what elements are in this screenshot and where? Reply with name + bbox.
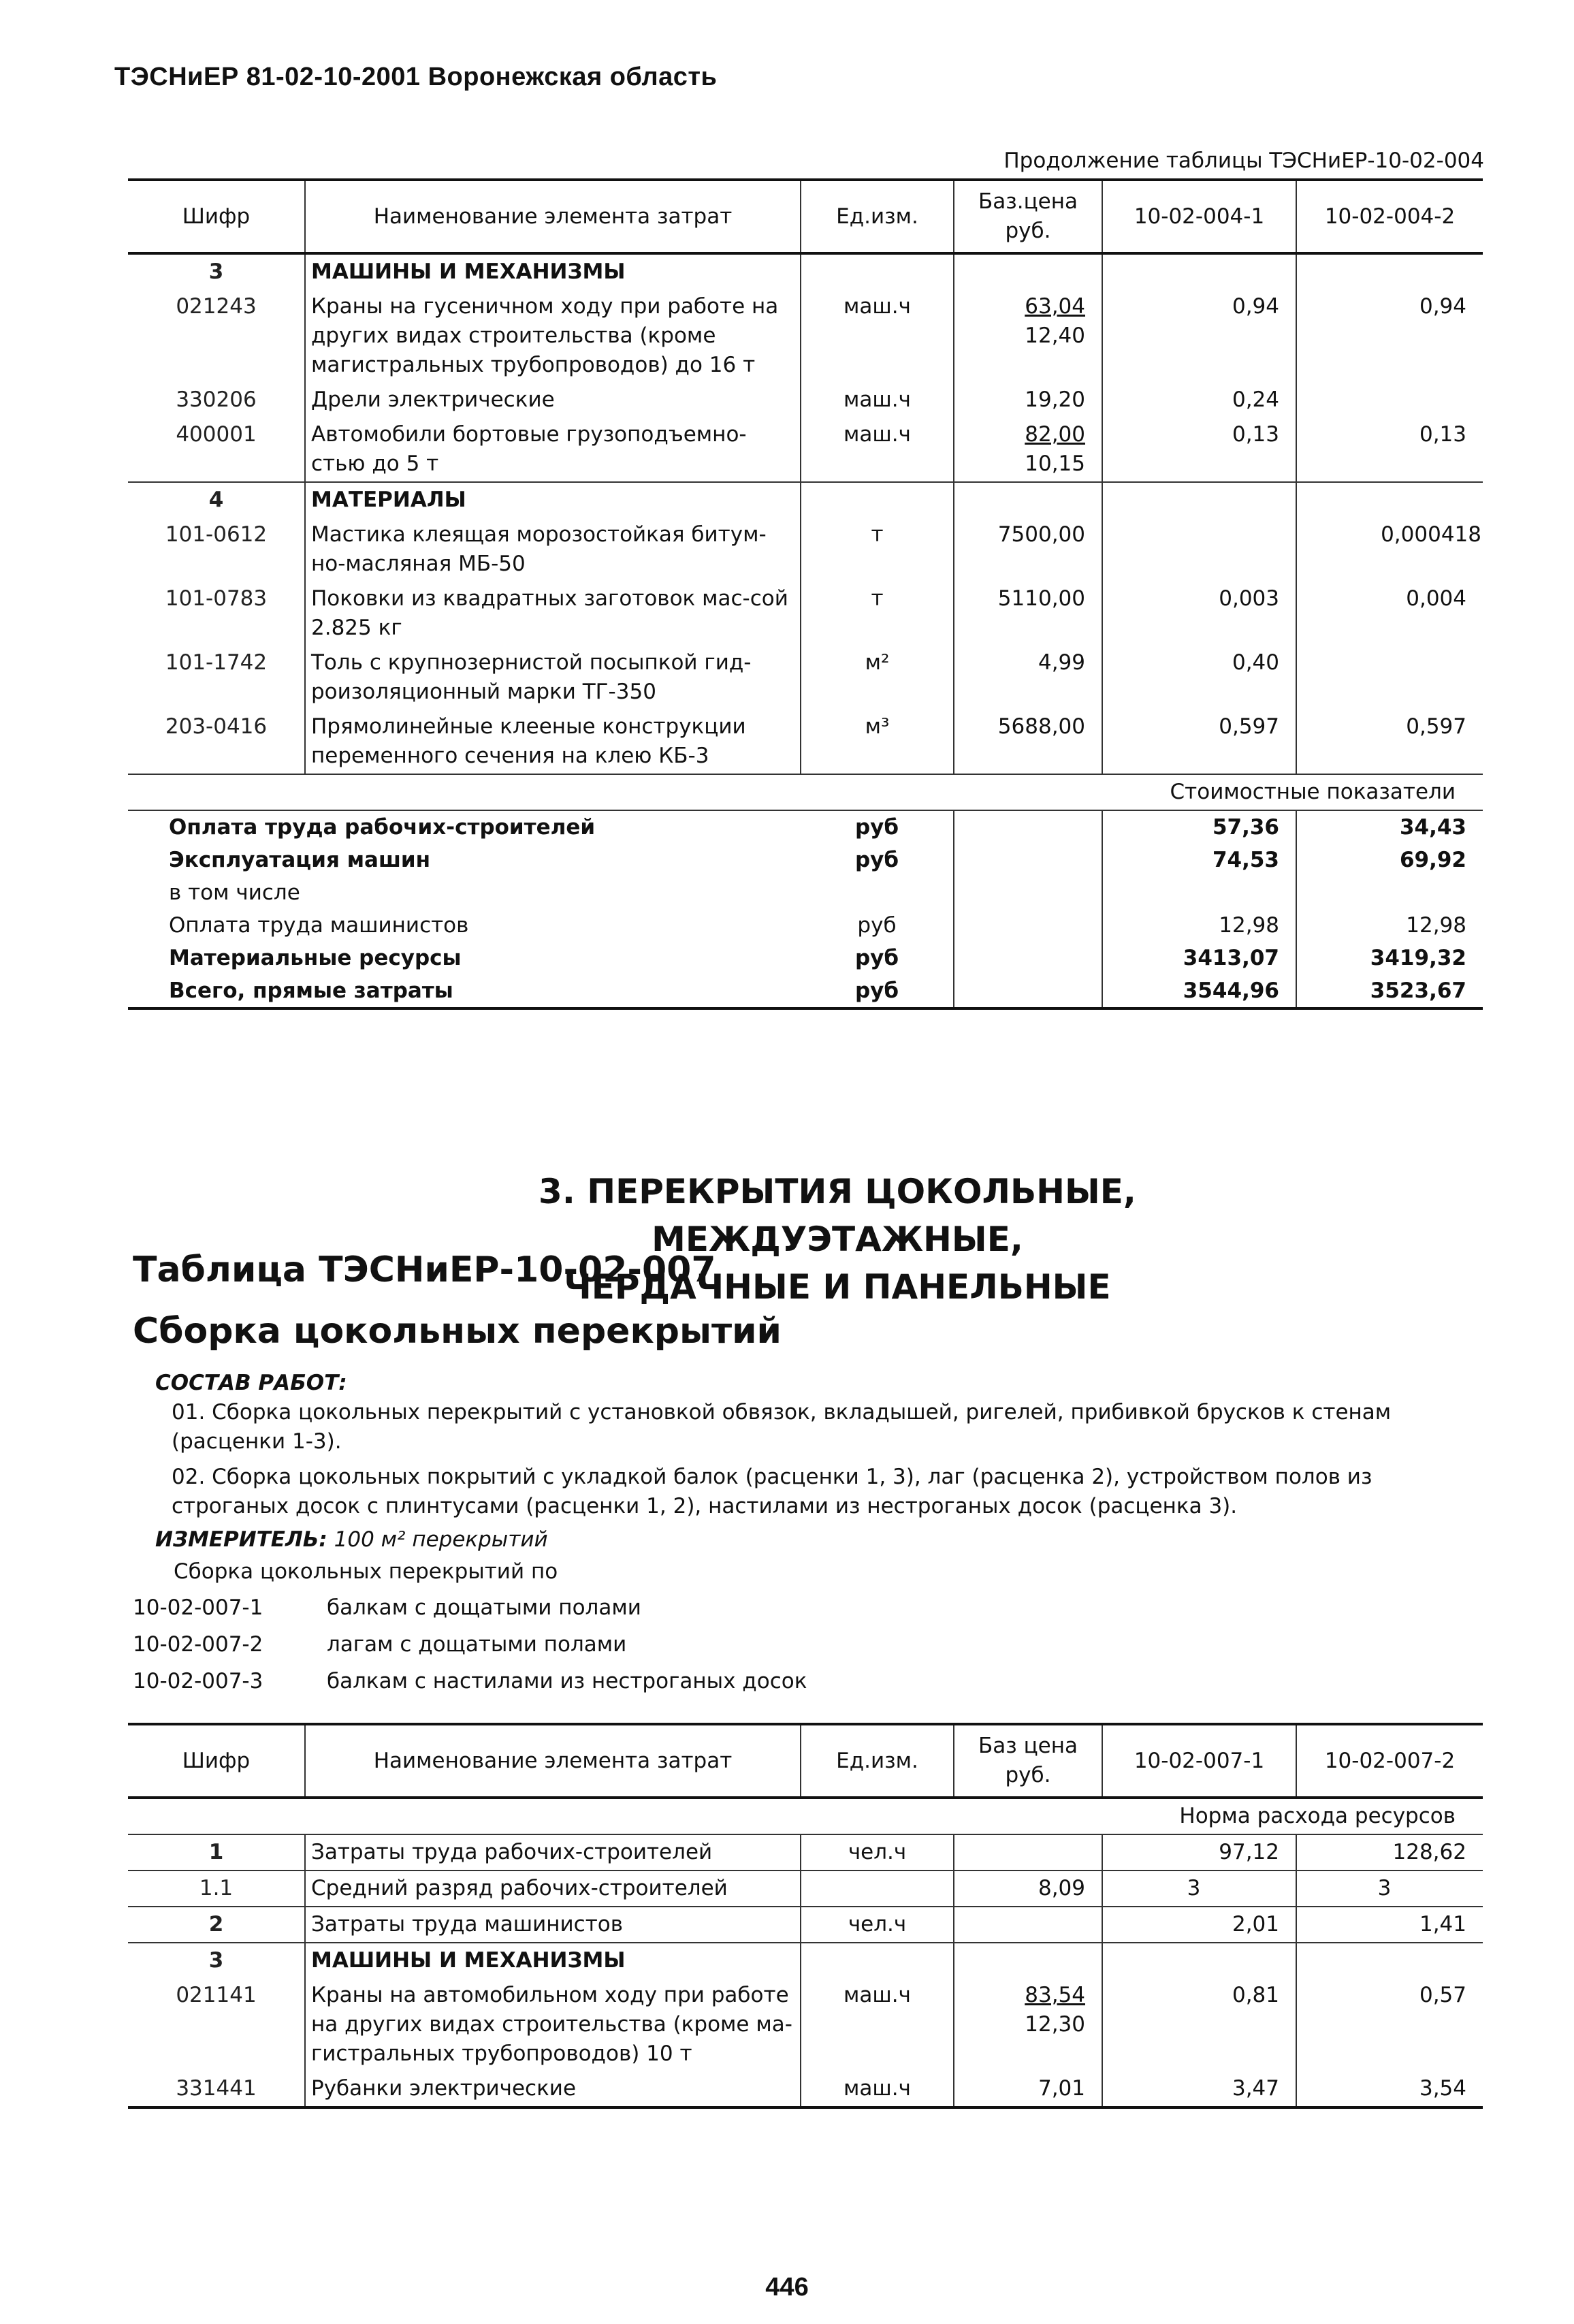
table-row: [128, 1834, 1483, 1871]
price-main: 63,04: [1025, 294, 1085, 319]
row-value-1: 0,003: [1102, 582, 1296, 646]
summary-row: [128, 974, 1483, 1008]
row-name: Краны на гусеничном ходу при работе на других видах строительства (кроме магистральных трубопроводов) до 16 т: [305, 289, 801, 383]
row-price: 5688,00: [954, 710, 1102, 774]
row-price: 19,20: [954, 383, 1102, 417]
col-header-unit: Ед.изм.: [801, 1724, 954, 1798]
table-row: [128, 383, 1483, 417]
row-price: 5110,00: [954, 582, 1102, 646]
table-header-row: [128, 1724, 1483, 1798]
summary-value-2: 12,98: [1296, 909, 1483, 942]
row-unit: м³: [801, 710, 954, 774]
summary-row: [128, 876, 1483, 909]
rate-list-item: [133, 1669, 807, 1693]
section-title: МАТЕРИАЛЫ: [305, 482, 801, 518]
work-composition-item-2: 02. Сборка цокольных покрытий с укладкой балок (расценки 1, 3), лаг (расценка 2), устройством полов из строганых досок с плинтусами (расценки 1, 2), настилами из нестроганых досок (расценка 3).: [172, 1465, 1372, 1518]
row-value-2: 0,13: [1296, 417, 1483, 482]
col-header-code: Шифр: [128, 180, 305, 253]
section-title-line-2: ЧЕРДАЧНЫЕ И ПАНЕЛЬНЫЕ: [564, 1267, 1111, 1307]
row-value-2: 0,004: [1296, 582, 1483, 646]
row-name: Автомобили бортовые грузоподъемно-стью до 5 т: [305, 417, 801, 482]
price-main: 82,00: [1025, 422, 1085, 447]
col-header-price: Баз цена руб.: [954, 1724, 1102, 1798]
row-price: [954, 417, 1102, 482]
row-code: 101-0612: [165, 522, 268, 547]
table-row: [128, 289, 1483, 383]
row-value-1: 2,01: [1102, 1907, 1296, 1943]
row-code: 1.1: [199, 1876, 234, 1900]
summary-label: Всего, прямые затраты: [169, 978, 453, 1003]
row-name: Прямолинейные клееные конструкции переменного сечения на клею КБ-3: [305, 710, 801, 774]
col-header-rate-1: 10-02-004-1: [1102, 180, 1296, 253]
section-number: 3: [208, 259, 224, 284]
table-row: [128, 1907, 1483, 1943]
page-header-title: ТЭСНиЕР 81-02-10-2001 Воронежская область: [114, 63, 718, 91]
col-header-name: Наименование элемента затрат: [305, 1724, 801, 1798]
resource-table-10-02-004: [128, 178, 1483, 1010]
summary-unit: руб: [854, 946, 899, 970]
col-header-name: Наименование элемента затрат: [305, 180, 801, 253]
row-value-2: [1296, 383, 1483, 417]
row-unit: маш.ч: [801, 417, 954, 482]
summary-unit: руб: [857, 913, 897, 938]
row-unit: чел.ч: [801, 1907, 954, 1943]
summary-row: [128, 844, 1483, 876]
row-value-1: [1102, 518, 1296, 582]
table-row: [128, 646, 1483, 710]
rate-text: балкам с настилами из нестроганых досок: [327, 1669, 807, 1693]
row-price: 7,01: [954, 2071, 1102, 2107]
page-number: 446: [765, 2273, 809, 2302]
row-value-2: [1296, 646, 1483, 710]
row-code: 203-0416: [165, 714, 268, 739]
row-code: 2: [208, 1912, 224, 1937]
summary-value-2: 34,43: [1296, 810, 1483, 844]
table-row: [128, 1871, 1483, 1907]
rate-code: 10-02-007-1: [133, 1595, 263, 1620]
col-header-rate-2: 10-02-007-2: [1296, 1724, 1483, 1798]
row-value-1: 0,94: [1102, 289, 1296, 383]
row-code: 101-0783: [165, 586, 268, 611]
price-wage: 12,30: [1025, 2012, 1085, 2037]
row-price: 8,09: [954, 1871, 1102, 1907]
section-title-line-1: 3. ПЕРЕКРЫТИЯ ЦОКОЛЬНЫЕ, МЕЖДУЭТАЖНЫЕ,: [539, 1172, 1136, 1259]
rate-code: 10-02-007-2: [133, 1632, 263, 1657]
row-unit: [801, 1871, 954, 1907]
summary-label: Оплата труда машинистов: [169, 913, 469, 938]
row-name: Краны на автомобильном ходу при работе на других видах строительства (кроме ма-гистральных трубопроводов) 10 т: [305, 1978, 801, 2071]
row-value-2: 0,94: [1296, 289, 1483, 383]
table-row: [128, 1978, 1483, 2071]
section-row-materials: [128, 482, 1483, 518]
price-wage: 10,15: [1025, 451, 1085, 476]
price-main: 83,54: [1025, 1983, 1085, 2007]
summary-row: [128, 810, 1483, 844]
row-name: Поковки из квадратных заготовок мас-сой 2.825 кг: [305, 582, 801, 646]
summary-value-1: 3413,07: [1102, 942, 1296, 974]
rate-text: лагам с дощатыми полами: [327, 1632, 627, 1657]
row-price: [954, 1834, 1102, 1871]
summary-label: Эксплуатация машин: [169, 848, 431, 872]
measure-value: 100 м² перекрытий: [334, 1527, 548, 1552]
section-number: 3: [128, 1943, 305, 1978]
row-name: Дрели электрические: [305, 383, 801, 417]
table-row: [128, 417, 1483, 482]
col-header-price: Баз.цена руб.: [954, 180, 1102, 253]
row-unit: маш.ч: [801, 1978, 954, 2071]
measure-line: [155, 1527, 548, 1552]
row-value-1: 3: [1102, 1871, 1296, 1907]
summary-unit: руб: [854, 978, 899, 1003]
row-value-1: 0,81: [1102, 1978, 1296, 2071]
summary-unit: руб: [854, 815, 899, 840]
row-name: Толь с крупнозернистой посыпкой гид-роизоляционный марки ТГ-350: [305, 646, 801, 710]
row-value-1: 0,40: [1102, 646, 1296, 710]
col-header-rate-2: 10-02-004-2: [1296, 180, 1483, 253]
norm-caption-row: [128, 1798, 1483, 1834]
summary-value-2: 69,92: [1296, 844, 1483, 876]
summary-row: [128, 909, 1483, 942]
summary-label: Оплата труда рабочих-строителей: [169, 815, 596, 840]
summary-value-1: 74,53: [1102, 844, 1296, 876]
col-header-unit: Ед.изм.: [801, 180, 954, 253]
norm-caption: Норма расхода ресурсов: [128, 1798, 1483, 1834]
row-value-1: 97,12: [1102, 1834, 1296, 1871]
row-code: 021243: [176, 294, 257, 319]
row-price: 4,99: [954, 646, 1102, 710]
row-price: [954, 289, 1102, 383]
row-name: Затраты труда рабочих-строителей: [305, 1834, 801, 1871]
row-unit: т: [801, 582, 954, 646]
row-value-2: 128,62: [1296, 1834, 1483, 1871]
row-unit: маш.ч: [801, 383, 954, 417]
price-wage: 12,40: [1025, 323, 1085, 348]
row-price: 7500,00: [954, 518, 1102, 582]
row-code: 1: [208, 1840, 224, 1864]
work-composition-item-1: 01. Сборка цокольных перекрытий с установкой обвязок, вкладышей, ригелей, прибивкой брусков к стенам (расценки 1-3).: [172, 1400, 1392, 1454]
cost-indicators-caption-row: [128, 774, 1483, 810]
row-value-2: 3,54: [1296, 2071, 1483, 2107]
table-row: [128, 582, 1483, 646]
section-title: МАШИНЫ И МЕХАНИЗМЫ: [305, 1943, 801, 1978]
section-row-machines: [128, 1943, 1483, 1978]
summary-value-1: 57,36: [1102, 810, 1296, 844]
row-value-1: 0,24: [1102, 383, 1296, 417]
cost-indicators-caption: Стоимостные показатели: [128, 774, 1483, 810]
table-title: Таблица ТЭСНиЕР-10-02-007: [133, 1249, 716, 1290]
table-continuation-caption: Продолжение таблицы ТЭСНиЕР-10-02-004: [1003, 148, 1484, 173]
section-title: МАШИНЫ И МЕХАНИЗМЫ: [305, 253, 801, 289]
row-unit: чел.ч: [801, 1834, 954, 1871]
work-composition-label: СОСТАВ РАБОТ:: [155, 1371, 347, 1395]
summary-value-1: 12,98: [1102, 909, 1296, 942]
rate-code: 10-02-007-3: [133, 1669, 263, 1693]
table-row: [128, 710, 1483, 774]
row-code: 400001: [176, 422, 257, 447]
col-header-code: Шифр: [128, 1724, 305, 1798]
row-code: 330206: [176, 387, 257, 412]
row-unit: т: [801, 518, 954, 582]
row-code: 331441: [176, 2076, 257, 2101]
table-row: [128, 518, 1483, 582]
row-code: 021141: [176, 1983, 257, 2007]
row-price: [954, 1907, 1102, 1943]
row-unit: маш.ч: [801, 289, 954, 383]
rates-intro: Сборка цокольных перекрытий по: [174, 1559, 558, 1584]
resource-table-10-02-007: [128, 1723, 1483, 2109]
measure-label: ИЗМЕРИТЕЛЬ:: [155, 1527, 327, 1552]
rate-text: балкам с дощатыми полами: [327, 1595, 641, 1620]
summary-value-2: 3523,67: [1296, 974, 1483, 1008]
row-value-1: 3,47: [1102, 2071, 1296, 2107]
row-unit: маш.ч: [801, 2071, 954, 2107]
col-header-rate-1: 10-02-007-1: [1102, 1724, 1296, 1798]
row-value-2: 1,41: [1296, 1907, 1483, 1943]
table-row: [128, 2071, 1483, 2107]
row-value-2: 0,597: [1296, 710, 1483, 774]
rate-list-item: [133, 1632, 626, 1657]
summary-row: [128, 942, 1483, 974]
row-value-2: 0,57: [1296, 1978, 1483, 2071]
section-row-machines: [128, 253, 1483, 289]
row-value-2: 3: [1296, 1871, 1483, 1907]
summary-label: в том числе: [169, 880, 300, 905]
row-value-1: 0,597: [1102, 710, 1296, 774]
row-price: [954, 1978, 1102, 2071]
summary-label: Материальные ресурсы: [169, 946, 462, 970]
row-name: Средний разряд рабочих-строителей: [305, 1871, 801, 1907]
row-name: Рубанки электрические: [305, 2071, 801, 2107]
row-unit: м²: [801, 646, 954, 710]
summary-value-1: 3544,96: [1102, 974, 1296, 1008]
section-number: 4: [128, 482, 305, 518]
row-name: Затраты труда машинистов: [305, 1907, 801, 1943]
table-header-row: [128, 180, 1483, 253]
row-value-2: 0,000418: [1296, 518, 1483, 582]
row-name: Мастика клеящая морозостойкая битум-но-масляная МБ-50: [305, 518, 801, 582]
row-code: 101-1742: [165, 650, 268, 675]
rate-list-item: [133, 1595, 641, 1620]
row-value-1: 0,13: [1102, 417, 1296, 482]
table-subtitle: Сборка цокольных перекрытий: [133, 1311, 782, 1352]
summary-value-2: 3419,32: [1296, 942, 1483, 974]
summary-unit: руб: [854, 848, 899, 872]
